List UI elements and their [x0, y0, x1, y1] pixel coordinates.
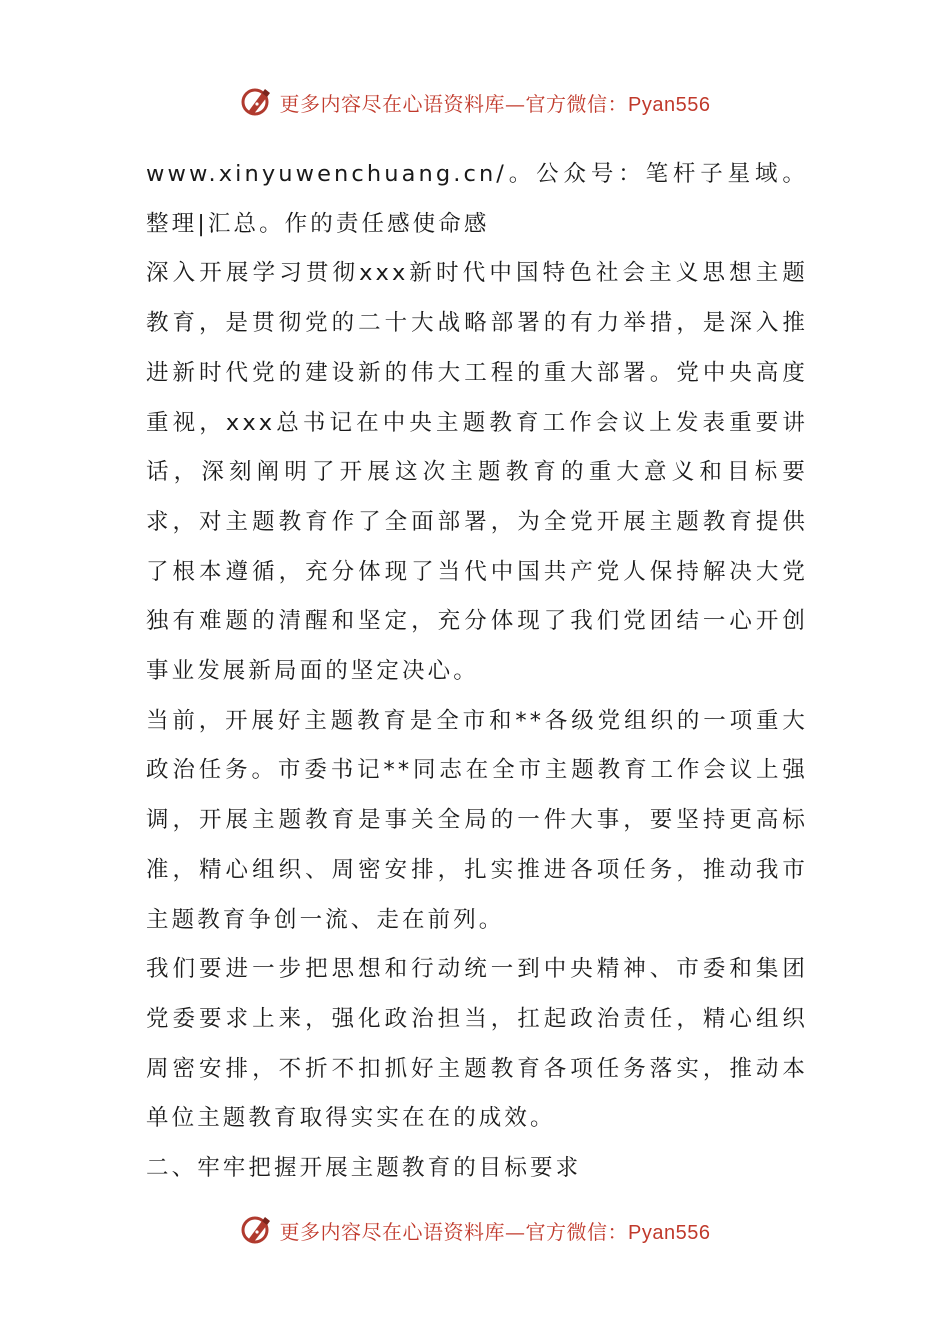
pen-nib-circle-icon	[240, 85, 274, 119]
section-heading-2: 二、牢牢把握开展主题教育的目标要求	[146, 1155, 582, 1182]
header-wechat-id: Pyan556	[628, 93, 711, 116]
footer-wechat-id: Pyan556	[628, 1221, 711, 1244]
paragraph-2: 深入开展学习贯彻xxx新时代中国特色社会主义思想主题教育，是贯彻党的二十大战略部署的有力举措，是深入推进新时代党的建设新的伟大工程的重大部署。党中央高度重视，xxx总书记在中央主题教育工作会议上发表重要讲话，深刻阐明了开展这次主题教育的重大意义和目标要求，对主题教育作了全面部署，为全党开展主题教育提供了根本遵循，充分体现了当代中国共产党人保持解决大党独有难题的清醒和坚定，充分体现了我们党团结一心开创事业发展新局面的坚定决心。	[146, 260, 808, 685]
paragraph-1: www.xinyuwenchuang.cn/。公众号：笔杆子星域。整理|汇总。作的责任感使命感	[146, 161, 808, 237]
header-banner	[0, 82, 950, 122]
paragraph-4: 我们要进一步把思想和行动统一到中央精神、市委和集团党委要求上来，强化政治担当，扛起政治责任，精心组织周密安排，不折不扣抓好主题教育各项任务落实，推动本单位主题教育取得实实在在的成效。	[146, 956, 808, 1132]
footer-banner	[0, 1210, 950, 1250]
footer-banner-text: 更多内容尽在心语资料库—官方微信：Pyan556	[279, 1219, 711, 1244]
header-banner-text: 更多内容尽在心语资料库—官方微信：Pyan556	[279, 91, 711, 116]
pen-nib-circle-icon	[240, 1213, 274, 1247]
paragraph-3: 当前，开展好主题教育是全市和**各级党组织的一项重大政治任务。市委书记**同志在全市主题教育工作会议上强调，开展主题教育是事关全局的一件大事，要坚持更高标准，精心组织、周密安排，扎实推进各项任务，推动我市主题教育争创一流、走在前列。	[146, 707, 808, 933]
document-body	[146, 150, 808, 1194]
